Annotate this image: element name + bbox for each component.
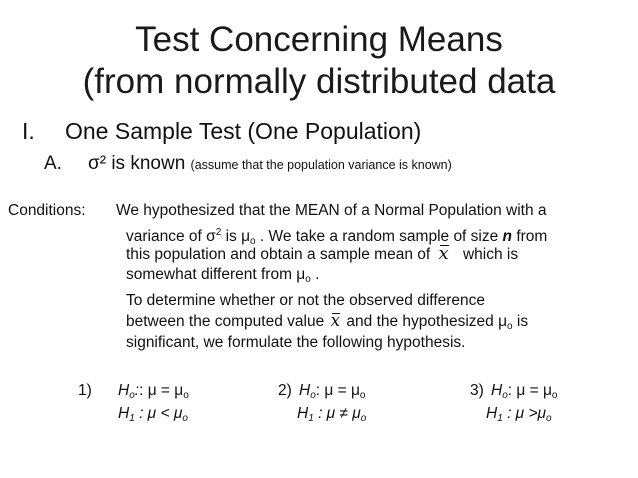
hypothesis-2-null: $H_o$: $\mu = \mu_o$ <box>299 382 366 401</box>
hypothesis-3-null: $H_o$: $\mu = \mu_o$ <box>491 382 558 401</box>
conditions-line4: somewhat different from $\mu_o$ . <box>126 266 320 285</box>
conditions-line7: significant, we formulate the following hypothesis. <box>126 334 466 351</box>
hypothesis-3-number: 3) <box>470 382 484 399</box>
hypothesis-1-number: 1) <box>78 382 92 399</box>
variance-note: (assume that the population variance is known) <box>190 158 452 172</box>
section-a-number: A. <box>44 153 62 174</box>
section-a-heading <box>88 152 452 177</box>
sample-mean-symbol: x <box>438 243 449 264</box>
conditions-line2: variance of $\sigma^2$ is $\mu_o$ . We take a random sample of size n from <box>126 227 548 247</box>
hypothesis-3-alternative: $H_1$ : $\mu >\mu_o$ <box>486 405 552 424</box>
conditions-line3: this population and obtain a sample mean of x which is <box>126 243 519 264</box>
conditions-line6: between the computed value x and the hypothesized $\mu_o$ is <box>126 311 529 332</box>
slide-title-line2: (from normally distributed data <box>82 62 556 101</box>
section-i-label: One Sample Test (One Population) <box>65 118 422 144</box>
section-i-number: I. <box>22 118 35 144</box>
conditions-line1: We hypothesized that the MEAN of a Normal Population with a <box>116 202 547 219</box>
sigma-known-label: σ² is known <box>88 153 186 174</box>
slide-title-line1: Test Concerning Means <box>135 20 503 59</box>
hypothesis-2-number: 2) <box>278 382 292 399</box>
conditions-label: Conditions: <box>8 202 86 219</box>
hypothesis-1-alternative: $H_1$ : $\mu < \mu_o$ <box>118 405 188 424</box>
hypothesis-2-alternative: $H_1$ : $\mu \ne \mu_o$ <box>297 405 367 424</box>
computed-mean-symbol: x <box>330 311 341 331</box>
hypothesis-1-null: $H_o$:: $\mu = \mu_o$ <box>118 382 189 401</box>
sample-size-n: n <box>502 228 513 245</box>
conditions-line5: To determine whether or not the observed difference <box>126 292 486 309</box>
